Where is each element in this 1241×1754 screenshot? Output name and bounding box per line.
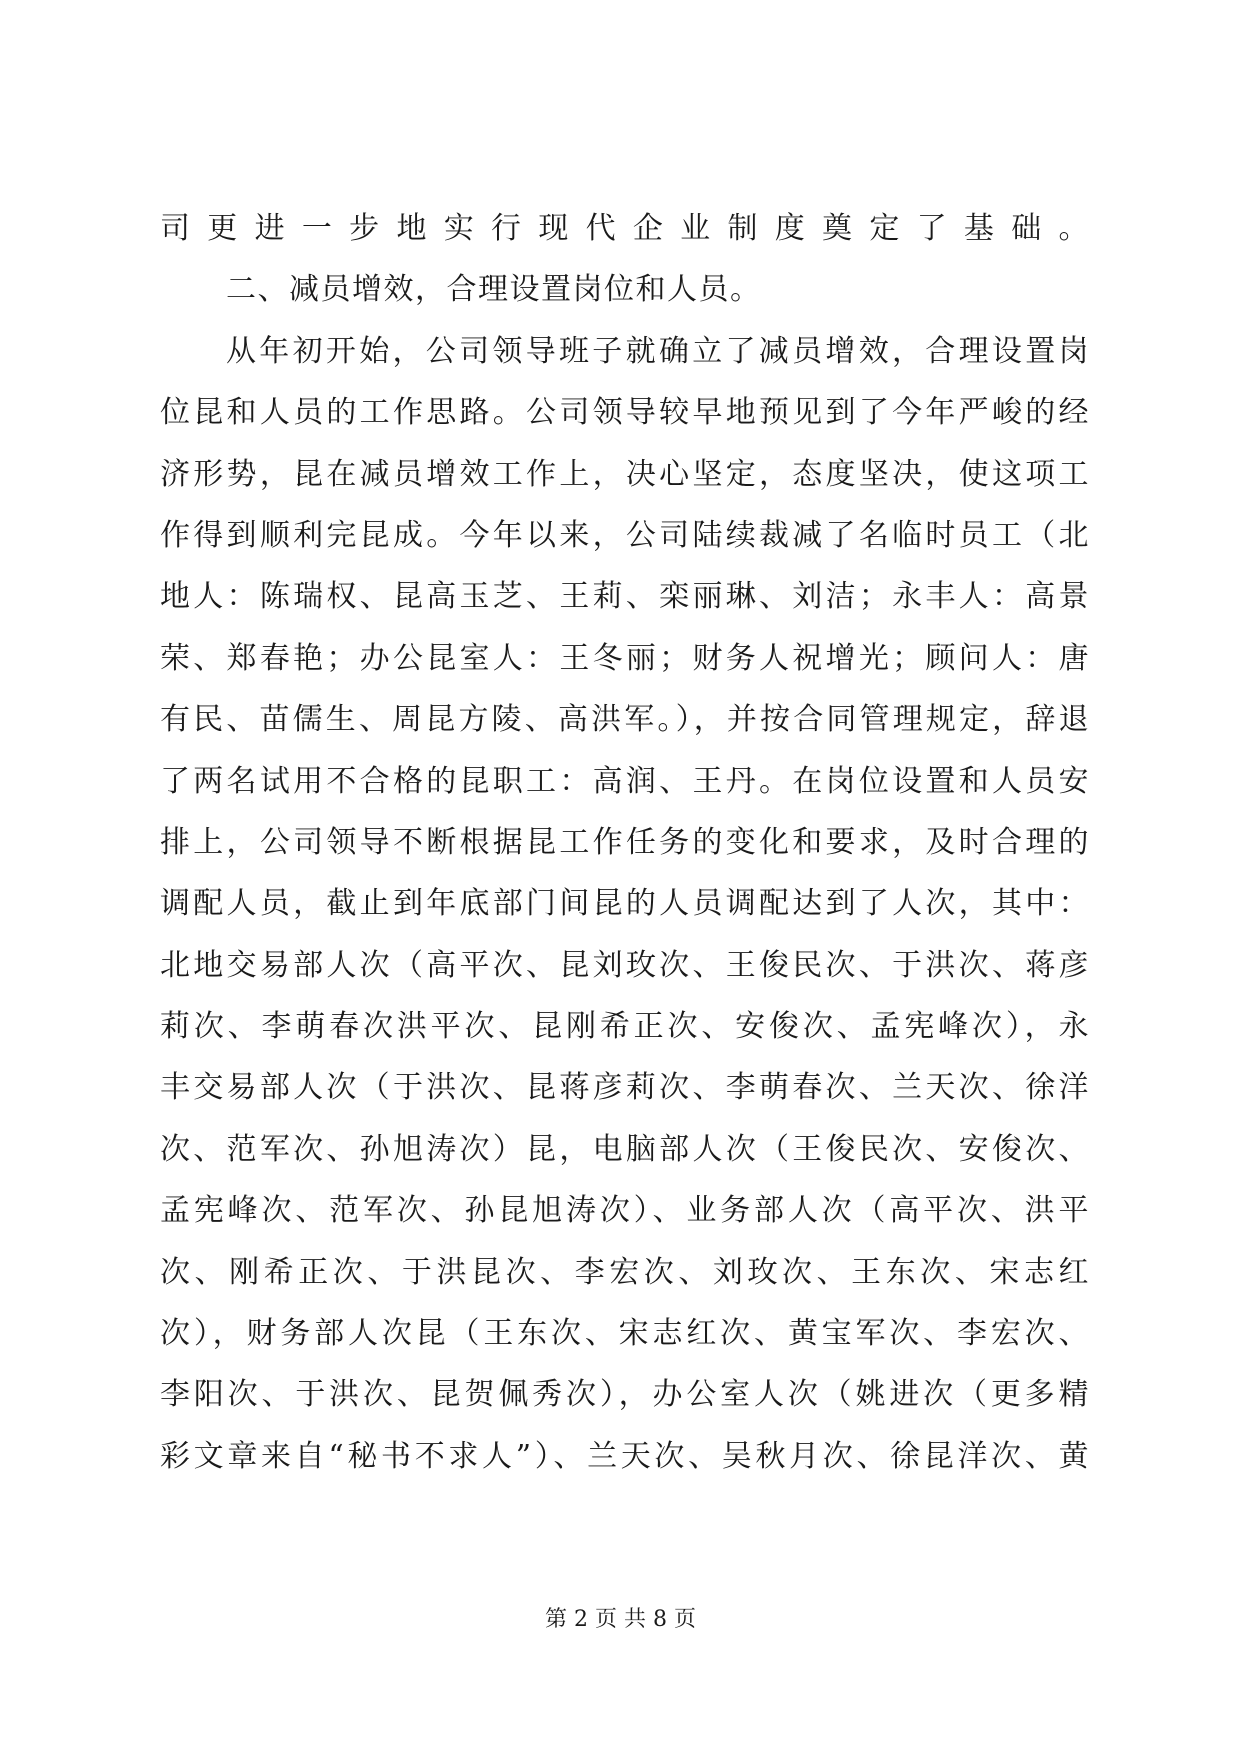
text-line: 排上，公司领导不断根据昆工作任务的变化和要求，及时合理的 bbox=[160, 824, 1090, 860]
text-line: 济形势，昆在减员增效工作上，决心坚定，态度坚决，使这项工 bbox=[160, 456, 1090, 492]
text-line: 调配人员，截止到年底部门间昆的人员调配达到了人次，其中： bbox=[160, 886, 1090, 922]
text-line: 地人：陈瑞权、昆高玉芝、王莉、栾丽琳、刘洁；永丰人：高景 bbox=[160, 579, 1090, 615]
text-line: 北地交易部人次（高平次、昆刘玫次、王俊民次、于洪次、蒋彦 bbox=[160, 947, 1090, 983]
text-line: 李阳次、于洪次、昆贺佩秀次），办公室人次（姚进次（更多精 bbox=[160, 1377, 1090, 1413]
text-line: 位昆和人员的工作思路。公司领导较早地预见到了今年严峻的经 bbox=[160, 395, 1090, 431]
text-line: 了两名试用不合格的昆职工：高润、王丹。在岗位设置和人员安 bbox=[160, 763, 1090, 799]
text-line: 有民、苗儒生、周昆方陵、高洪军。），并按合同管理规定，辞退 bbox=[160, 702, 1090, 738]
text-line: 次），财务部人次昆（王东次、宋志红次、黄宝军次、李宏次、 bbox=[160, 1316, 1090, 1352]
section-heading: 二、减员增效，合理设置岗位和人员。 bbox=[226, 272, 762, 308]
text-line: 次、范军次、孙旭涛次）昆，电脑部人次（王俊民次、安俊次、 bbox=[160, 1131, 1090, 1167]
text-line: 丰交易部人次（于洪次、昆蒋彦莉次、李萌春次、兰天次、徐洋 bbox=[160, 1070, 1090, 1106]
text-line: 从年初开始，公司领导班子就确立了减员增效，合理设置岗 bbox=[226, 333, 1090, 369]
body-text bbox=[160, 198, 1090, 1487]
text-line: 孟宪峰次、范军次、孙昆旭涛次）、业务部人次（高平次、洪平 bbox=[160, 1193, 1090, 1229]
text-line: 次、刚希正次、于洪昆次、李宏次、刘玫次、王东次、宋志红 bbox=[160, 1254, 1090, 1290]
text-line: 莉次、李萌春次洪平次、昆刚希正次、安俊次、孟宪峰次），永 bbox=[160, 1009, 1090, 1045]
page-footer: 第 2 页 共 8 页 bbox=[545, 1607, 696, 1632]
text-line: 彩文章来自“秘书不求人”）、兰天次、吴秋月次、徐昆洋次、黄 bbox=[160, 1438, 1090, 1474]
text-line: 作得到顺利完昆成。今年以来，公司陆续裁减了名临时员工（北 bbox=[160, 517, 1090, 553]
text-line: 司更进一步地实行现代企业制度奠定了基础。 bbox=[160, 211, 1090, 246]
text-line: 荣、郑春艳；办公昆室人：王冬丽；财务人祝增光；顾问人：唐 bbox=[160, 640, 1090, 676]
